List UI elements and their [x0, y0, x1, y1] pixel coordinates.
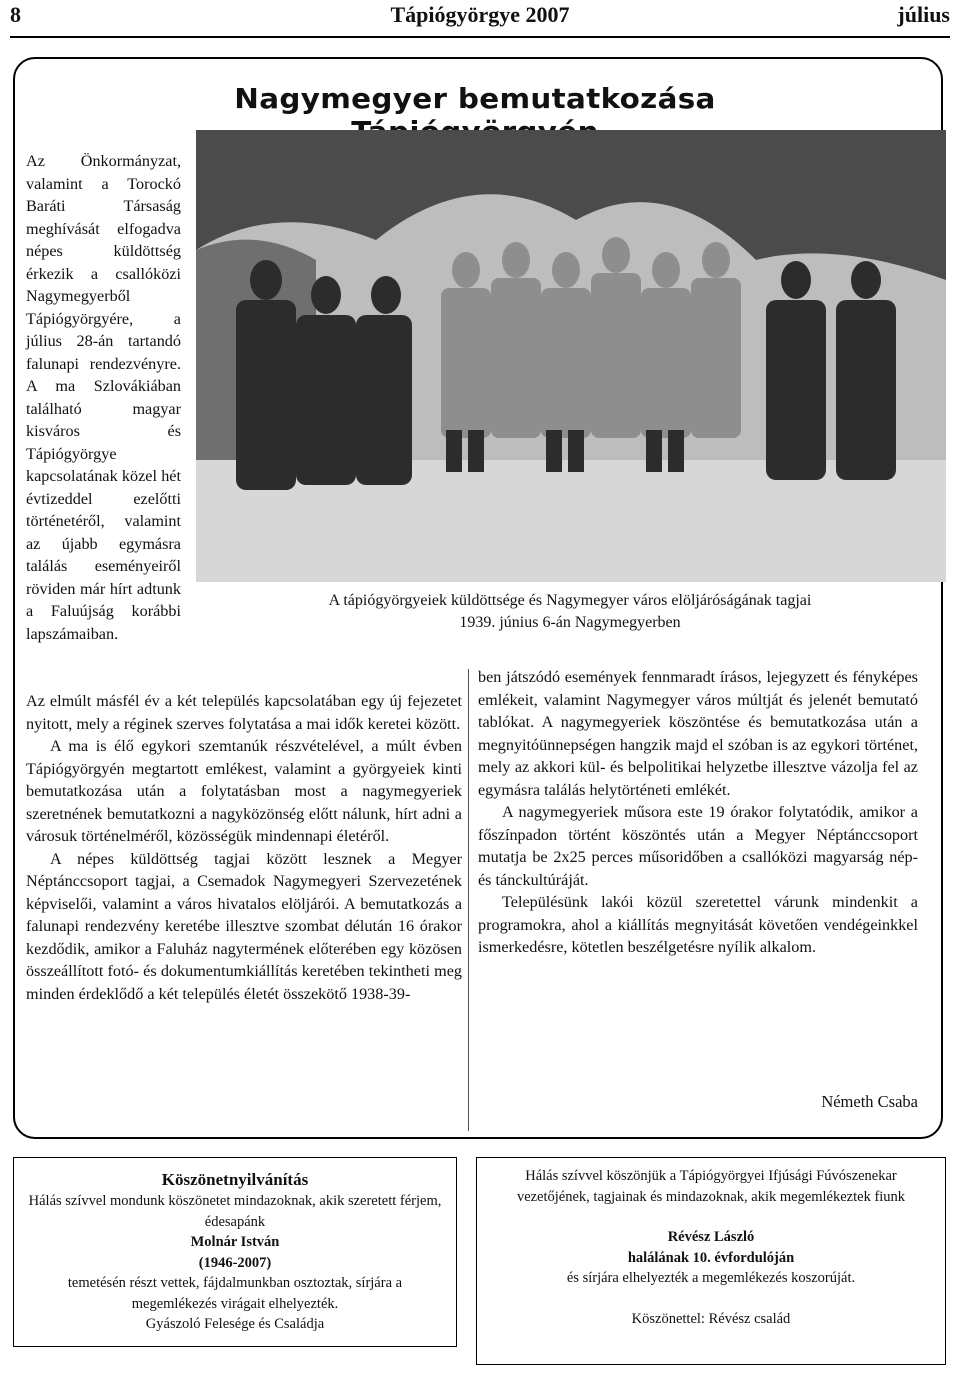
- article-left-column: [26, 690, 462, 1005]
- notice-text: temetésén részt vettek, fájdalmunkban osztoztak, sírjára a megemlékezés virágait elhelyezték.: [67, 1275, 403, 1312]
- notice-signature: Köszönettel: Révész család: [631, 1310, 791, 1327]
- notice-text: és sírjára elhelyezték a megemlékezés koszorúját.: [566, 1270, 856, 1286]
- article-paragraph: A ma is élő egykori szemtanúk részvételével, a múlt évben Tápiógyörgyén megtartott emlékest, valamint a györgyeiek kinti bemutatkozása után a folytatásban most a nagymegyeriek szeretnének bemutatkozni a nagyközönség előtt nálunk, hírt adni a városuk történelméről, közösségük mindennapi életéről.: [26, 737, 462, 845]
- deceased-name: Molnár István: [190, 1234, 280, 1250]
- page-header: [10, 0, 950, 32]
- column-divider: [468, 669, 469, 1131]
- anniversary-line: halálának 10. évfordulóján: [627, 1249, 795, 1266]
- article-paragraph: Az elmúlt másfél év a két település kapcsolatában egy új fejezetet nyitott, mely a réginek szerves folytatása a mai idők keretei között.: [26, 692, 462, 733]
- article-headline: Nagymegyer bemutatkozása: [234, 82, 716, 115]
- deceased-years: (1946-2007): [198, 1254, 272, 1271]
- article-paragraph: A nagymegyeriek műsora este 19 órakor folytatódik, amikor a főszínpadon történt köszöntés után a Megyer Néptánccsoport mutatja be 2x25 perces műsoridőben a csallóközi magyarság nép- és tánckultúráját.: [478, 803, 918, 889]
- photo-caption: [210, 590, 930, 634]
- remembered-name: Révész László: [667, 1229, 755, 1245]
- photo-caption-line1: A tápiógyörgyeiek küldöttsége és Nagymegyer város elöljáróságának tagjai: [328, 592, 812, 609]
- article-paragraph: Településünk lakói közül szeretettel várunk mindenkit a programokra, ahol a kiállítás megnyitását követően vendégeinkkel ismerkedésre, kötetlen beszélgetésre nyílik alkalom.: [478, 893, 918, 956]
- thanks-notice-right: [476, 1157, 946, 1365]
- article-right-column: [478, 666, 918, 959]
- article-signature: Németh Csaba: [821, 1092, 918, 1111]
- article-intro-text: Az Önkormányzat, valamint a Torockó Baráti Társaság meghívását elfogadva népes küldöttség érkezik a csallóközi Nagymegyerből Tápiógyörgyére, a július 28-án tartandó falunapi rendezvényre. A ma Szlovákiában található magyar kisváros és Tápiógyörgye kapcsolatának közel hét évtizeddel ezelőtti történetéről, valamint az újabb egymásra találás eseményeiről röviden már hírt adtunk a Faluújság korábbi lapszámaiban.: [26, 152, 181, 643]
- issue-month: július: [897, 2, 950, 27]
- article-paragraph: A népes küldöttség tagjai között lesznek a Megyer Néptánccsoport tagjai, a Csemadok Nagymegyeri Szervezetének képviselői, valamint a város hivatalos elöljárói. A bemutatkozás a falunapi rendezvény keretébe illesztve szombat délután 16 órakor kezdődik, amikor a Faluház nagytermének előterében egy közösen összeállított fotó- és dokumentumkiállítás keretében tekintheti meg minden érdeklődő a két település életét összekötő 1938-39-: [26, 849, 462, 1003]
- group-photo-illustration: [196, 130, 946, 582]
- notice-signature: Gyászoló Felesége és Családja: [145, 1316, 325, 1332]
- thanks-notice-left: [13, 1157, 457, 1347]
- newspaper-title: Tápiógyörgye 2007: [390, 2, 570, 27]
- notice-title: Köszönetnyilvánítás: [161, 1170, 309, 1189]
- article-intro-narrow: [26, 150, 181, 645]
- notice-text: Hálás szívvel köszönjük a Tápiógyörgyei Ifjúsági Fúvószenekar vezetőjének, tagjainak és mindazoknak, akik megemlékeztek fiunk: [516, 1168, 906, 1205]
- header-rule: [10, 36, 950, 38]
- page-number: 8: [10, 2, 21, 27]
- notice-text: Hálás szívvel mondunk köszönetet mindazoknak, akik szeretett férjem, édesapánk: [28, 1193, 442, 1230]
- article-paragraph: ben játszódó események fennmaradt írásos, lejegyzett és fényképes emlékeit, valamint Nagymegyer város múltját és jelenét bemutató tablókat. A nagymegyeriek köszöntése és bemutatkozása után a megnyitóünnepségen hangzik majd el szóban is az egykori történet, mely az akkori kül- és belpolitikai helyzetbe illesztve vázolja fel az egymásra találás helytörténeti emlékét.: [478, 668, 918, 799]
- photo-caption-line2: 1939. június 6-án Nagymegyerben: [459, 614, 681, 631]
- group-photo: [196, 130, 946, 582]
